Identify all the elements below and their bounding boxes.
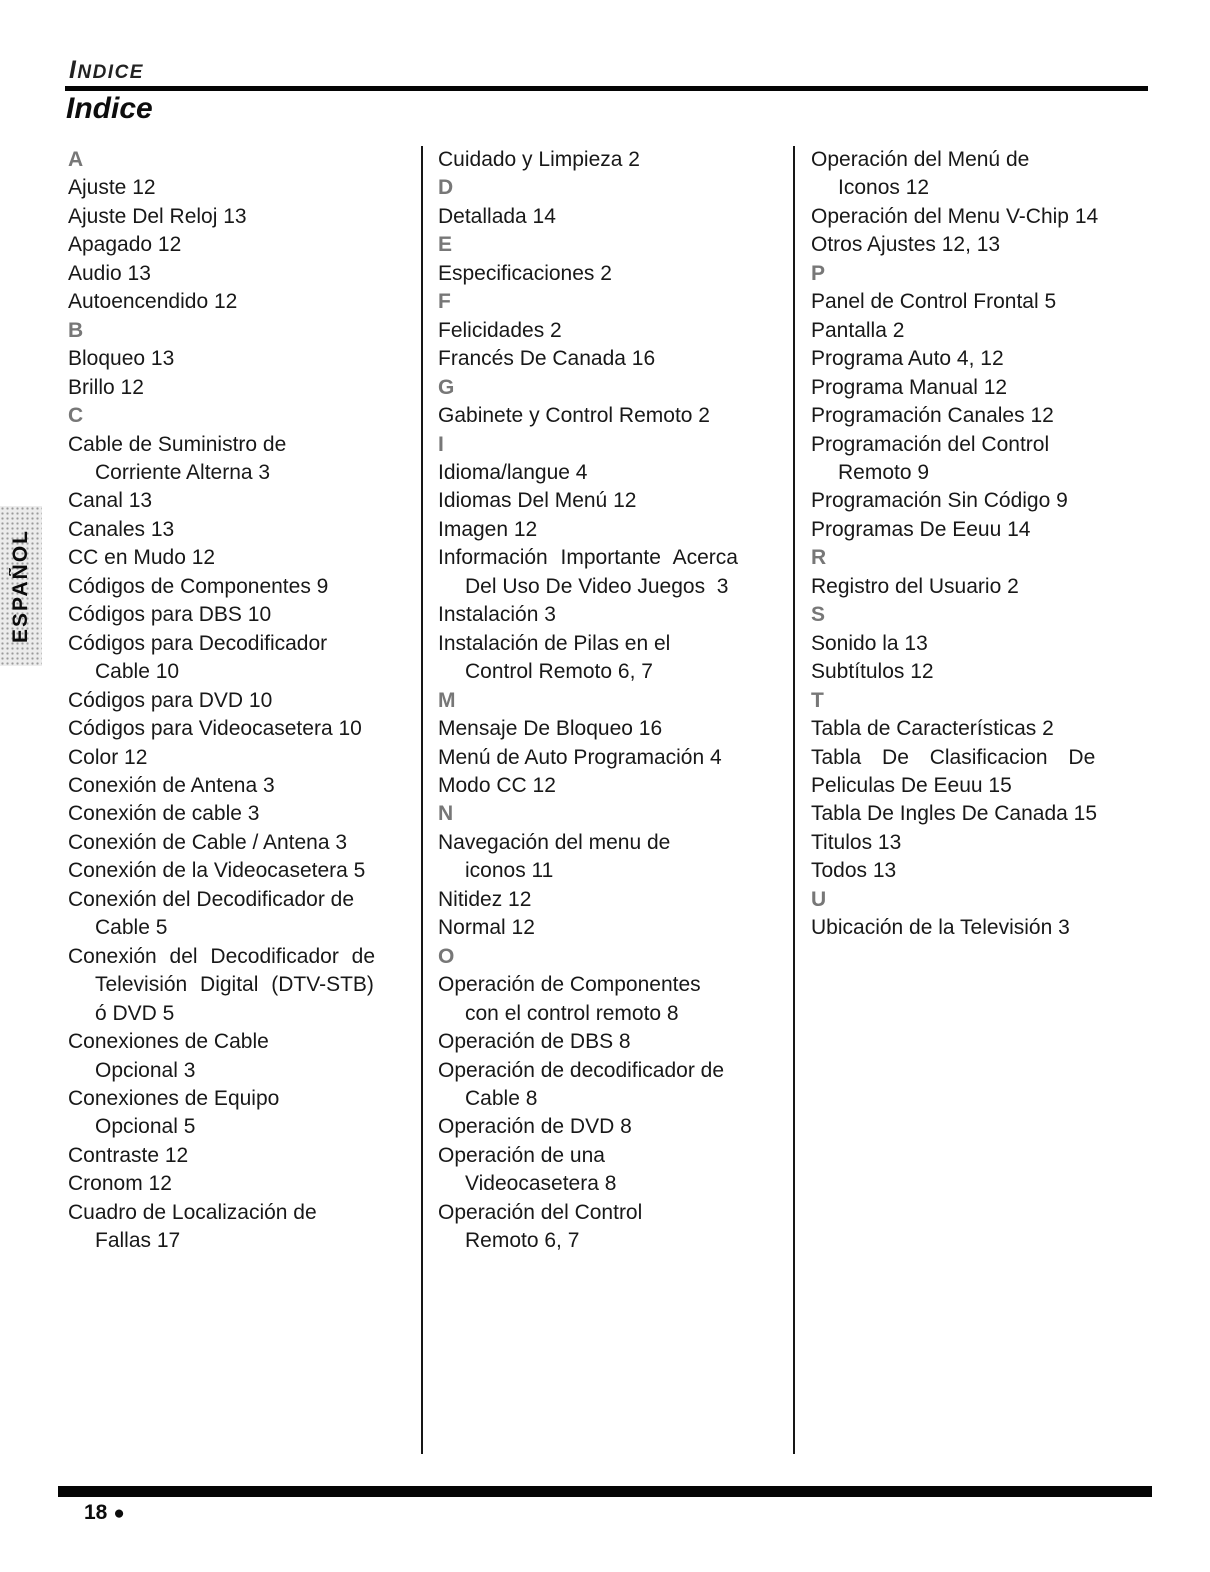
index-letter-heading: I [438,432,444,456]
index-entry: Mensaje De Bloqueo 16 [438,717,663,741]
index-entry: Navegación del menu de [438,830,671,854]
index-letter-heading: F [438,290,451,314]
index-column-3 [793,146,1208,1454]
index-entry: Operación de DVD 8 [438,1115,632,1139]
index-entry: Conexión de cable 3 [68,802,260,826]
index-entry: Ajuste Del Reloj 13 [68,204,247,228]
index-entry: Programación del Control [811,432,1050,456]
index-entry: Especificaciones 2 [438,261,612,285]
footer-bullet-icon: ● [113,1503,125,1524]
index-entry: Fallas 17 [95,1229,181,1253]
index-entry: Tabla De Ingles De Canada 15 [811,802,1098,826]
page-title: Indice [66,92,153,125]
index-entry: Idioma/langue 4 [438,460,588,484]
index-letter-heading: R [811,546,827,570]
index-entry: Remoto 9 [838,460,930,484]
index-entry: Operación del Control [438,1200,643,1224]
index-letter-heading: N [438,802,454,826]
index-entry: Operación de decodificador de [438,1058,725,1082]
index-entry: Programas De Eeuu 14 [811,517,1031,541]
index-entry: Brillo 12 [68,375,144,399]
index-entry: Conexiones de Cable [68,1030,269,1054]
index-entry: Contraste 12 [68,1143,189,1167]
index-entry: Peliculas De Eeuu 15 [811,773,1012,797]
index-entry: Programación Canales 12 [811,404,1054,428]
index-column-2 [421,146,793,1454]
index-entry: Nitidez 12 [438,887,532,911]
index-entry: con el control remoto 8 [465,1001,679,1025]
index-letter-heading: C [68,404,84,428]
index-entry: Códigos para Decodificador [68,631,328,655]
index-entry: Conexión del Decodificador de [68,887,355,911]
index-entry: Operación de DBS 8 [438,1030,631,1054]
index-column-1 [68,146,421,1454]
index-entry: Ajuste 12 [68,176,156,200]
index-entry: Imagen 12 [438,517,538,541]
index-letter-heading: E [438,233,453,257]
index-entry: Programación Sin Código 9 [811,489,1068,513]
header-rule [65,86,1148,91]
index-entry: Cable 8 [465,1086,538,1110]
index-entry: Del Uso De Video Juegos 3 [465,574,729,598]
index-entry: Conexión de la Videocasetera 5 [68,859,366,883]
index-entry: iconos 11 [465,859,554,883]
index-entry: Gabinete y Control Remoto 2 [438,404,710,428]
index-entry: Autoencendido 12 [68,290,238,314]
index-entry: Cable de Suministro de [68,432,287,456]
index-entry: ó DVD 5 [95,1001,175,1025]
index-entry: Operación del Menú de [811,148,1030,171]
index-entry: Canales 13 [68,517,175,541]
index-entry: Instalación de Pilas en el [438,631,671,655]
index-letter-heading: O [438,944,455,968]
index-letter-heading: U [811,887,827,911]
index-entry: Subtítulos 12 [811,660,934,684]
index-letter-heading: M [438,688,456,712]
index-letter-heading: A [68,148,84,171]
index-entry: Control Remoto 6, 7 [465,660,653,684]
index-entry: Menú de Auto Programación 4 [438,745,722,769]
index-letter-heading: T [811,688,824,712]
index-letter-heading: B [68,318,84,342]
footer-rule [58,1486,1152,1497]
index-entry: Audio 13 [68,261,151,285]
index-entry: Códigos para DBS 10 [68,603,272,627]
index-letter-heading: G [438,375,455,399]
index-columns [68,146,1208,1454]
index-entry: Operación del Menu V-Chip 14 [811,204,1099,228]
index-entry: Idiomas Del Menú 12 [438,489,637,513]
index-entry: Detallada 14 [438,204,556,228]
index-entry: Instalación 3 [438,603,556,627]
index-entry: Programa Manual 12 [811,375,1008,399]
index-entry: Canal 13 [68,489,153,513]
index-entry: Cronom 12 [68,1172,172,1196]
index-entry: Pantalla 2 [811,318,905,342]
index-entry: Opcional 3 [95,1058,196,1082]
espanol-tab-label: ESPAÑOL [9,529,32,643]
index-entry: Remoto 6, 7 [465,1229,580,1253]
index-entry: Tabla de Características 2 [811,717,1054,741]
index-entry: Iconos 12 [838,176,930,200]
index-entry: Cable 10 [95,660,180,684]
index-entry: Corriente Alterna 3 [95,460,271,484]
index-entry: Cable 5 [95,916,168,940]
index-entry: Registro del Usuario 2 [811,574,1019,598]
index-letter-heading: P [811,261,826,285]
index-entry: Tabla De Clasificacion De [811,745,1096,769]
index-letter-heading: S [811,603,826,627]
index-entry: Códigos de Componentes 9 [68,574,329,598]
index-entry: Sonido la 13 [811,631,928,655]
index-entry: Cuidado y Limpieza 2 [438,148,640,171]
page-number: 18 [84,1501,108,1524]
index-entry: Conexión de Antena 3 [68,773,275,797]
index-entry: Operación de Componentes [438,973,701,997]
index-entry: Todos 13 [811,859,897,883]
index-entry: Color 12 [68,745,148,769]
index-entry: CC en Mudo 12 [68,546,216,570]
index-entry: Panel de Control Frontal 5 [811,290,1057,314]
running-header: INDICE [69,57,144,84]
index-entry: Información Importante Acerca [438,546,738,570]
index-entry: Conexiones de Equipo [68,1086,280,1110]
index-entry: Programa Auto 4, 12 [811,347,1004,371]
page-number-area [84,1501,125,1525]
index-letter-heading: D [438,176,454,200]
index-entry: Conexión de Cable / Antena 3 [68,830,348,854]
index-entry: Otros Ajustes 12, 13 [811,233,1001,257]
index-entry: Apagado 12 [68,233,182,257]
index-entry: Bloqueo 13 [68,347,175,371]
index-entry: Códigos para Videocasetera 10 [68,717,362,741]
index-entry: Opcional 5 [95,1115,196,1139]
index-entry: Televisión Digital (DTV-STB) [95,973,374,997]
index-entry: Titulos 13 [811,830,902,854]
index-entry: Operación de una [438,1143,605,1167]
index-entry: Felicidades 2 [438,318,562,342]
index-entry: Conexión del Decodificador de [68,944,376,968]
index-entry: Normal 12 [438,916,535,940]
index-entry: Francés De Canada 16 [438,347,656,371]
espanol-side-tab [0,506,42,666]
index-entry: Videocasetera 8 [465,1172,617,1196]
index-entry: Códigos para DVD 10 [68,688,273,712]
index-entry: Modo CC 12 [438,773,556,797]
index-entry: Cuadro de Localización de [68,1200,317,1224]
index-entry: Ubicación de la Televisión 3 [811,916,1070,940]
